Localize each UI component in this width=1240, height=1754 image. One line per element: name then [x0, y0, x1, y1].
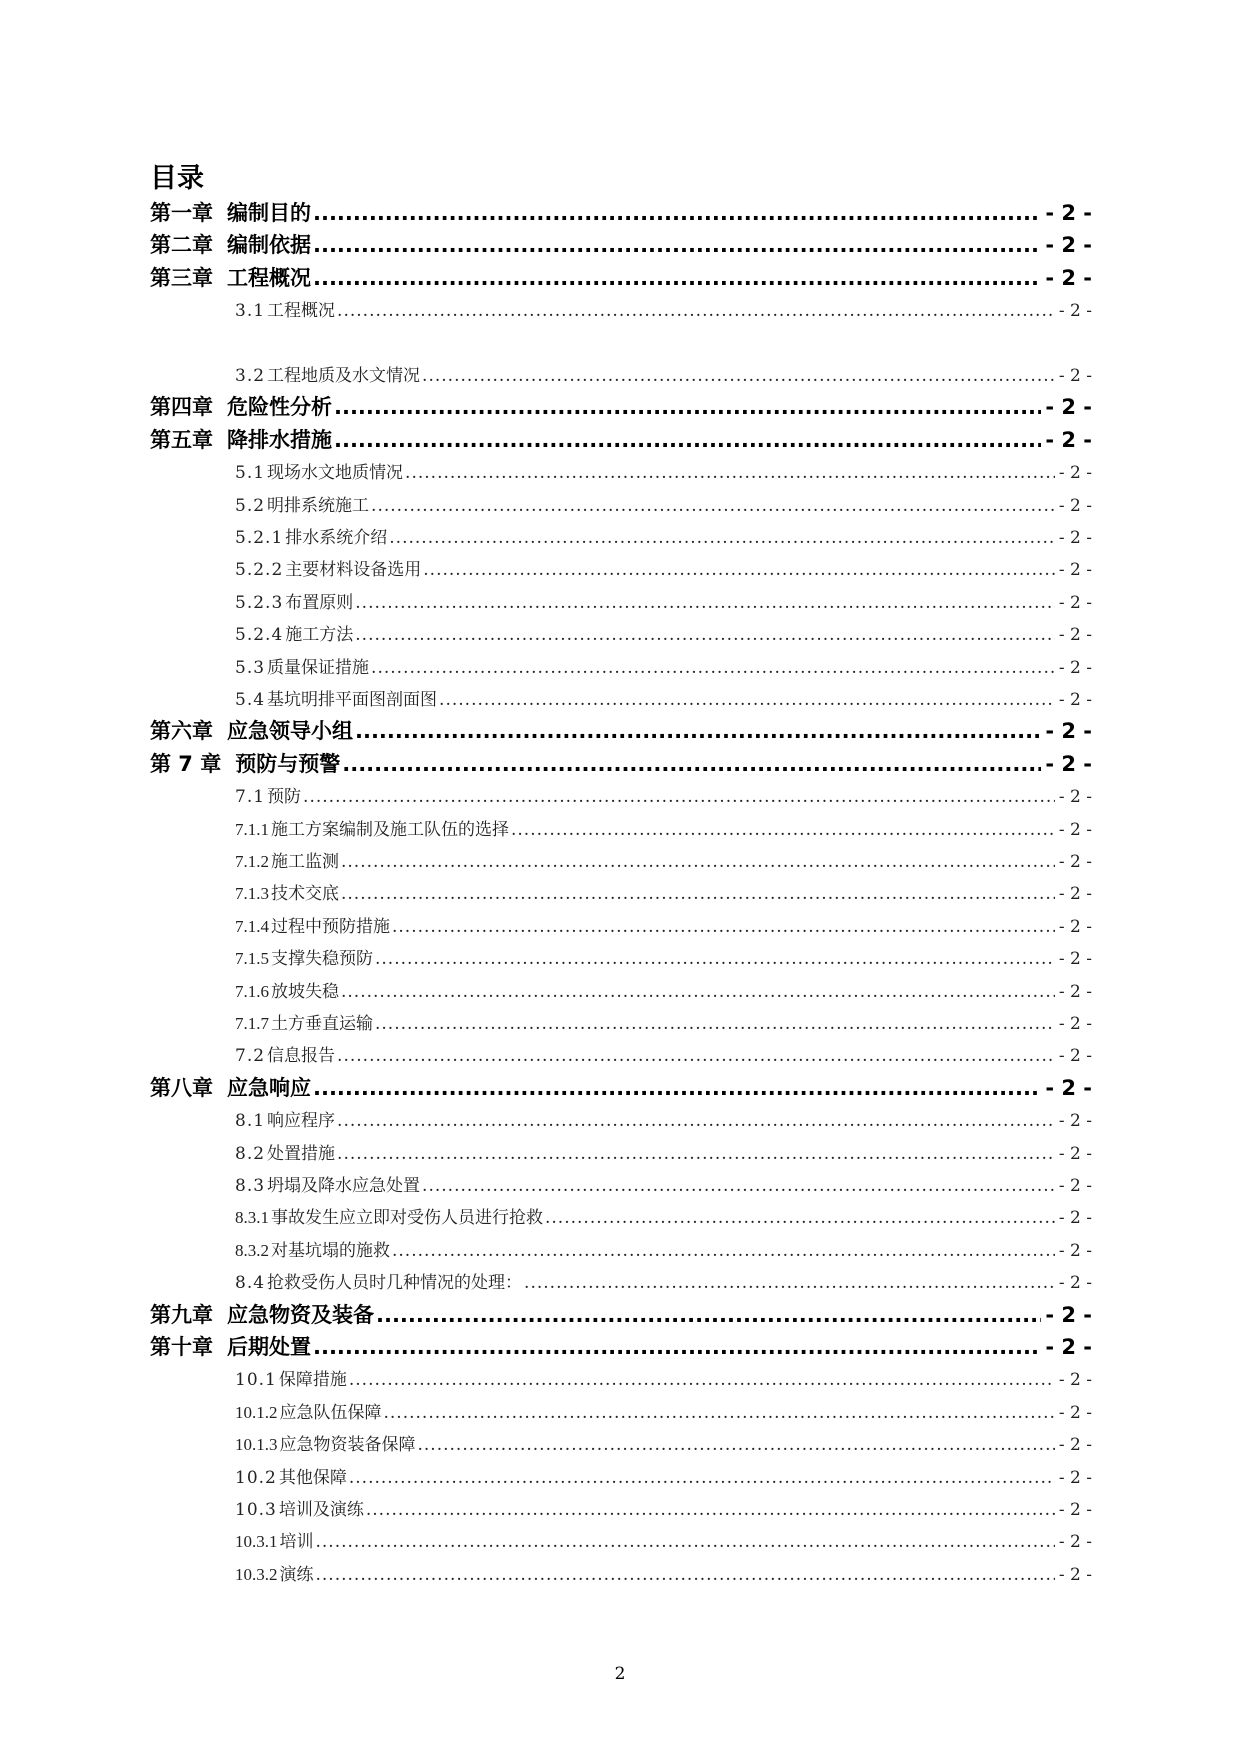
toc-page-reference: - 2 - [1045, 719, 1092, 744]
toc-entry-number: 7.2 [235, 1046, 266, 1067]
toc-entry-label: 后期处置 [227, 1335, 311, 1359]
toc-entry-label: 基坑明排平面图剖面图 [267, 690, 438, 710]
toc-entry-label: 培训及演练 [278, 1500, 364, 1520]
toc-page-reference: - 2 - [1058, 690, 1092, 710]
toc-page-reference: - 2 - [1058, 1176, 1092, 1196]
toc-page-reference: - 2 - [1058, 787, 1092, 808]
toc-entry-number: 10.1.3 [235, 1435, 278, 1455]
toc-chapter-entry[interactable] [150, 197, 1092, 227]
toc-entry-number: 第六章 [150, 719, 213, 744]
toc-page-reference: - 2 - [1058, 1014, 1092, 1034]
toc-page-reference: - 2 - [1058, 1208, 1092, 1229]
toc-entry-number: 第十章 [150, 1335, 213, 1359]
toc-section-entry[interactable] [235, 1365, 1092, 1390]
toc-entry-number: 5.2 [235, 495, 266, 516]
toc-entry-number: 第五章 [150, 427, 213, 452]
toc-page-reference: - 2 - [1045, 233, 1092, 258]
toc-section-entry[interactable] [235, 1430, 1092, 1455]
toc-page-reference: - 2 - [1058, 560, 1092, 581]
toc-entry-label: 编制目的 [227, 201, 311, 225]
toc-page-reference: - 2 - [1058, 1500, 1092, 1520]
toc-section-entry[interactable] [235, 620, 1092, 645]
toc-dot-leader [375, 1014, 1055, 1034]
toc-page-reference: - 2 - [1058, 1273, 1092, 1294]
toc-entry-label: 降排水措施 [227, 427, 332, 452]
toc-section-entry[interactable] [235, 1236, 1092, 1261]
toc-page-reference: - 2 - [1058, 657, 1092, 678]
toc-entry-number: 5.1 [235, 463, 266, 484]
toc-chapter-entry[interactable] [150, 229, 1092, 259]
toc-entry-number: 8.3 [235, 1176, 266, 1196]
toc-entry-number: 8.3.1 [235, 1208, 269, 1228]
toc-dot-leader [349, 1468, 1055, 1488]
toc-page-reference: - 2 - [1058, 981, 1092, 1002]
toc-dot-leader [384, 1403, 1055, 1423]
toc-entry-number: 10.1.2 [235, 1402, 278, 1422]
toc-entry-label: 应急物资及装备 [227, 1302, 374, 1327]
toc-section-entry[interactable] [235, 588, 1092, 613]
toc-entry-label: 工程概况 [227, 265, 311, 290]
toc-dot-leader [334, 428, 1041, 452]
toc-entry-label: 放坡失稳 [271, 981, 339, 1002]
toc-chapter-entry[interactable] [150, 715, 1092, 745]
toc-entry-label: 施工监测 [271, 852, 339, 872]
toc-entry-label: 响应程序 [267, 1111, 336, 1132]
toc-page-reference: - 2 - [1058, 463, 1092, 484]
toc-entry-number: 第一章 [150, 201, 213, 225]
toc-entry-label: 保障措施 [278, 1370, 347, 1391]
toc-dot-leader [341, 852, 1055, 872]
toc-entry-number: 8.3.2 [235, 1240, 269, 1260]
toc-entry-number: 10.3.2 [235, 1564, 278, 1584]
toc-section-entry[interactable] [235, 491, 1092, 516]
toc-entry-number: 7.1.2 [235, 852, 269, 871]
toc-section-entry[interactable] [235, 1463, 1092, 1488]
toc-dot-leader [313, 266, 1041, 290]
toc-dot-leader [337, 301, 1055, 321]
toc-entry-number: 5.2.3 [235, 592, 284, 613]
toc-entry-label: 技术交底 [271, 884, 339, 905]
toc-section-entry[interactable] [235, 1268, 1092, 1293]
toc-entry-number: 8.1 [235, 1111, 266, 1132]
toc-entry-number: 5.4 [235, 690, 266, 710]
toc-entry-number: 10.2 [235, 1467, 277, 1488]
toc-page-reference: - 2 - [1045, 201, 1092, 225]
toc-entry-number: 5.2.1 [235, 528, 284, 548]
toc-section-entry[interactable] [235, 1398, 1092, 1423]
toc-page-reference: - 2 - [1058, 1532, 1092, 1553]
toc-page-reference: - 2 - [1045, 751, 1092, 776]
toc-dot-leader [313, 201, 1041, 225]
toc-dot-leader [313, 1076, 1041, 1100]
toc-entry-number: 7.1.5 [235, 949, 269, 969]
toc-entry-label: 质量保证措施 [267, 657, 370, 678]
toc-entry-label: 工程地质及水文情况 [267, 366, 421, 386]
toc-entry-label: 工程概况 [267, 301, 336, 322]
toc-section-entry[interactable] [235, 912, 1092, 937]
toc-entry-label: 坍塌及降水应急处置 [267, 1176, 421, 1196]
toc-entry-number: 第三章 [150, 265, 213, 290]
toc-entry-label: 应急物资装备保障 [279, 1435, 416, 1456]
toc-section-entry[interactable] [235, 555, 1092, 580]
toc-entry-number: 第二章 [150, 233, 213, 258]
toc-chapter-entry[interactable] [150, 262, 1092, 292]
toc-page-reference: - 2 - [1045, 1302, 1092, 1327]
toc-dot-leader [349, 1370, 1055, 1390]
toc-page-reference: - 2 - [1058, 1143, 1092, 1164]
toc-entry-label: 事故发生应立即对受伤人员进行抢救 [271, 1208, 543, 1229]
toc-entry-label: 应急队伍保障 [279, 1402, 382, 1423]
toc-section-entry[interactable] [235, 1560, 1092, 1585]
toc-section-entry[interactable] [235, 296, 1092, 321]
toc-page-reference: - 2 - [1058, 495, 1092, 516]
toc-entry-number: 7.1.1 [235, 819, 269, 839]
toc-section-entry[interactable] [235, 1203, 1092, 1228]
toc-page-reference: - 2 - [1058, 884, 1092, 905]
toc-dot-leader [439, 690, 1055, 710]
toc-entry-label: 施工方法 [285, 625, 354, 646]
toc-page-reference: - 2 - [1045, 1075, 1092, 1100]
toc-page-reference: - 2 - [1045, 427, 1092, 452]
toc-entry-number: 3.1 [235, 301, 266, 322]
toc-entry-number: 8.4 [235, 1273, 266, 1294]
toc-entry-number: 3.2 [235, 366, 266, 386]
toc-entry-number: 5.3 [235, 657, 266, 678]
toc-entry-label: 演练 [279, 1564, 314, 1585]
toc-entry-number: 10.3.1 [235, 1532, 278, 1552]
toc-dot-leader [341, 982, 1055, 1002]
toc-section-entry[interactable] [235, 1495, 1092, 1520]
toc-entry-number: 5.2.4 [235, 625, 284, 646]
toc-section-entry[interactable] [235, 1527, 1092, 1552]
toc-dot-leader [371, 658, 1055, 678]
toc-section-entry[interactable] [235, 685, 1092, 710]
toc-chapter-entry[interactable] [150, 391, 1092, 421]
toc-entry-label: 信息报告 [267, 1046, 336, 1067]
toc-entry-number: 8.2 [235, 1143, 266, 1164]
toc-section-entry[interactable] [235, 977, 1092, 1002]
toc-entry-label: 编制依据 [227, 233, 311, 258]
toc-entry-number: 第九章 [150, 1302, 213, 1327]
toc-page-reference: - 2 - [1058, 819, 1092, 840]
toc-entry-number: 第 7 章 [150, 751, 222, 776]
toc-dot-leader [371, 496, 1055, 516]
toc-dot-leader [524, 1273, 1055, 1293]
toc-entry-number: 7.1 [235, 787, 266, 808]
toc-page-reference: - 2 - [1058, 1240, 1092, 1261]
toc-dot-leader [355, 593, 1055, 613]
toc-dot-leader [341, 884, 1055, 904]
toc-section-entry[interactable] [235, 1171, 1092, 1196]
toc-section-entry[interactable] [235, 458, 1092, 483]
toc-entry-number: 5.2.2 [235, 560, 284, 581]
toc-section-entry[interactable] [235, 1139, 1092, 1164]
toc-entry-label: 对基坑塌的施救 [271, 1240, 390, 1261]
toc-entry-label: 预防 [267, 787, 302, 808]
toc-page-reference: - 2 - [1058, 916, 1092, 937]
toc-chapter-entry[interactable] [150, 424, 1092, 454]
toc-page-reference: - 2 - [1058, 1467, 1092, 1488]
toc-entry-label: 支撑失稳预防 [271, 949, 373, 970]
toc-dot-leader [303, 787, 1055, 807]
toc-dot-leader [392, 1241, 1055, 1261]
toc-entry-label: 抢救受伤人员时几种情况的处理： [267, 1273, 523, 1294]
toc-dot-leader [405, 463, 1055, 483]
toc-entry-label: 其他保障 [278, 1467, 347, 1488]
toc-dot-leader [355, 625, 1055, 645]
toc-page-reference: - 2 - [1058, 592, 1092, 613]
toc-entry-label: 预防与预警 [235, 751, 341, 776]
toc-dot-leader [423, 560, 1055, 580]
toc-dot-leader [422, 366, 1055, 386]
toc-chapter-entry[interactable] [150, 1331, 1092, 1361]
toc-page-reference: - 2 - [1045, 395, 1092, 420]
toc-entry-number: 7.1.3 [235, 884, 269, 904]
toc-dot-leader [334, 395, 1041, 419]
toc-entry-number: 7.1.7 [235, 1014, 269, 1033]
toc-dot-leader [375, 949, 1055, 969]
toc-entry-number: 第八章 [150, 1075, 213, 1100]
toc-section-entry[interactable] [235, 879, 1092, 904]
toc-section-entry[interactable] [235, 847, 1092, 872]
toc-page-reference: - 2 - [1058, 625, 1092, 646]
toc-title: 目录 [150, 163, 204, 194]
toc-page-reference: - 2 - [1058, 1402, 1092, 1423]
toc-entry-label: 应急领导小组 [227, 719, 353, 744]
toc-entry-label: 处置措施 [267, 1143, 336, 1164]
page-number: 2 [614, 1664, 626, 1684]
toc-entry-number: 7.1.6 [235, 981, 269, 1001]
toc-section-entry[interactable] [235, 815, 1092, 840]
toc-chapter-entry[interactable] [150, 1299, 1092, 1329]
toc-entry-label: 过程中预防措施 [271, 916, 390, 937]
toc-entry-number: 10.3 [235, 1500, 277, 1520]
toc-entry-label: 应急响应 [227, 1075, 311, 1100]
toc-dot-leader [316, 1532, 1055, 1552]
toc-entry-label: 明排系统施工 [267, 495, 370, 516]
toc-section-entry[interactable] [235, 782, 1092, 807]
toc-section-entry[interactable] [235, 361, 1092, 386]
toc-page-reference: - 2 - [1058, 1046, 1092, 1067]
toc-page-reference: - 2 - [1058, 1435, 1092, 1456]
toc-dot-leader [342, 752, 1041, 776]
toc-page-reference: - 2 - [1058, 1564, 1092, 1585]
toc-page-reference: - 2 - [1058, 852, 1092, 872]
toc-dot-leader [511, 820, 1055, 840]
toc-entry-label: 施工方案编制及施工队伍的选择 [271, 819, 509, 840]
toc-page-reference: - 2 - [1058, 301, 1092, 322]
toc-entry-label: 排水系统介绍 [285, 528, 388, 548]
toc-entry-label: 现场水文地质情况 [267, 463, 404, 484]
toc-dot-leader [316, 1565, 1055, 1585]
toc-dot-leader [366, 1500, 1055, 1520]
toc-section-entry[interactable] [235, 1009, 1092, 1034]
toc-page-reference: - 2 - [1058, 528, 1092, 548]
toc-page-reference: - 2 - [1045, 265, 1092, 290]
toc-dot-leader [313, 233, 1041, 257]
toc-page-reference: - 2 - [1058, 949, 1092, 970]
toc-chapter-entry[interactable] [150, 748, 1092, 778]
toc-entry-label: 布置原则 [285, 592, 354, 613]
toc-dot-leader [355, 719, 1041, 743]
toc-dot-leader [389, 528, 1055, 548]
toc-dot-leader [337, 1111, 1055, 1131]
toc-chapter-entry[interactable] [150, 1072, 1092, 1102]
toc-dot-leader [418, 1435, 1055, 1455]
toc-dot-leader [376, 1303, 1041, 1327]
toc-page-reference: - 2 - [1058, 1111, 1092, 1132]
toc-dot-leader [337, 1046, 1055, 1066]
toc-page-reference: - 2 - [1058, 1370, 1092, 1391]
toc-section-entry[interactable] [235, 944, 1092, 969]
toc-entry-label: 主要材料设备选用 [285, 560, 422, 581]
toc-entry-number: 7.1.4 [235, 916, 269, 936]
toc-section-entry[interactable] [235, 523, 1092, 548]
toc-page-reference: - 2 - [1058, 366, 1092, 386]
toc-section-entry[interactable] [235, 1106, 1092, 1131]
toc-entry-number: 10.1 [235, 1370, 277, 1391]
toc-entry-label: 土方垂直运输 [271, 1014, 373, 1034]
toc-dot-leader [337, 1144, 1055, 1164]
toc-section-entry[interactable] [235, 653, 1092, 678]
toc-entry-number: 第四章 [150, 395, 213, 420]
toc-dot-leader [313, 1335, 1041, 1359]
toc-entry-label: 危险性分析 [227, 395, 332, 420]
toc-page-reference: - 2 - [1045, 1335, 1092, 1359]
toc-section-entry[interactable] [235, 1041, 1092, 1066]
toc-dot-leader [422, 1176, 1055, 1196]
toc-dot-leader [545, 1208, 1055, 1228]
toc-dot-leader [392, 917, 1055, 937]
toc-entry-label: 培训 [279, 1532, 314, 1553]
